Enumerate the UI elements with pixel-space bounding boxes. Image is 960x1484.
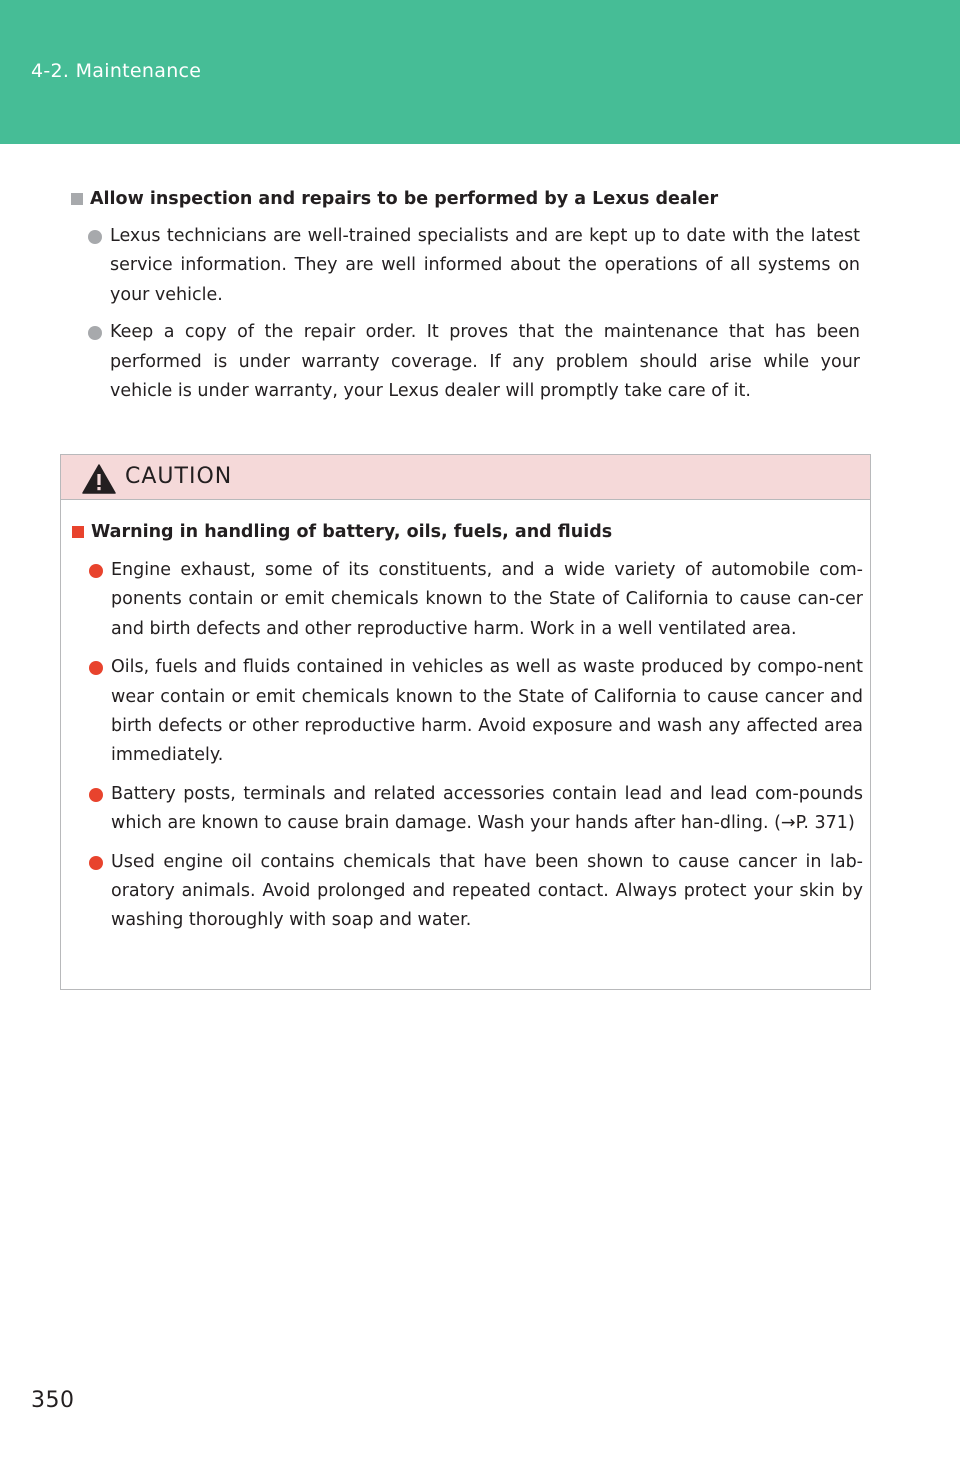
intro-bullet: Lexus technicians are well-trained specialists and are kept up to date with the latest service information. They are well informed about the operations of all systems on your vehicle. bbox=[70, 222, 860, 310]
circle-bullet-icon bbox=[89, 564, 103, 578]
circle-bullet-icon bbox=[89, 788, 103, 802]
circle-bullet-icon bbox=[89, 661, 103, 675]
header-band bbox=[0, 0, 960, 144]
square-bullet-icon bbox=[72, 526, 84, 538]
caution-body bbox=[71, 517, 863, 936]
square-bullet-icon bbox=[71, 193, 83, 205]
page-number: 350 bbox=[31, 1388, 75, 1413]
caution-bullet: Engine exhaust, some of its constituents, and a wide variety of automobile com-ponents contain or emit chemicals known to the State of California to cause can-cer and birth defects and other reproductive harm. Work in a well ventilated area. bbox=[71, 556, 863, 644]
section-title: 4-2. Maintenance bbox=[31, 60, 202, 82]
caution-bullet: Used engine oil contains chemicals that have been shown to cause cancer in lab-oratory animals. Avoid prolonged and repeated contact. Always protect your skin by washing thoroughly with soap and water. bbox=[71, 848, 863, 936]
caution-box bbox=[60, 454, 871, 990]
caution-title: CAUTION bbox=[125, 464, 233, 489]
caution-header bbox=[61, 455, 870, 500]
circle-bullet-icon bbox=[89, 856, 103, 870]
intro-section bbox=[70, 184, 860, 406]
circle-bullet-icon bbox=[88, 230, 102, 244]
intro-bullet: Keep a copy of the repair order. It proves that the maintenance that has been performed is under warranty coverage. If any problem should arise while your vehicle is under warranty, your Lexus dealer will promptly take care of it. bbox=[70, 318, 860, 406]
warning-triangle-icon bbox=[82, 464, 116, 494]
circle-bullet-icon bbox=[88, 326, 102, 340]
intro-heading: Allow inspection and repairs to be performed by a Lexus dealer bbox=[70, 184, 860, 214]
caution-heading: Warning in handling of battery, oils, fuels, and fluids bbox=[71, 517, 863, 547]
caution-bullet: Oils, fuels and fluids contained in vehicles as well as waste produced by compo-nent wear contain or emit chemicals known to the State of California to cause cancer and birth defects or other reproductive harm. Avoid exposure and wash any affected area immediately. bbox=[71, 653, 863, 771]
caution-bullet: Battery posts, terminals and related accessories contain lead and lead com-pounds which are known to cause brain damage. Wash your hands after han-dling. (→P. 371) bbox=[71, 780, 863, 839]
